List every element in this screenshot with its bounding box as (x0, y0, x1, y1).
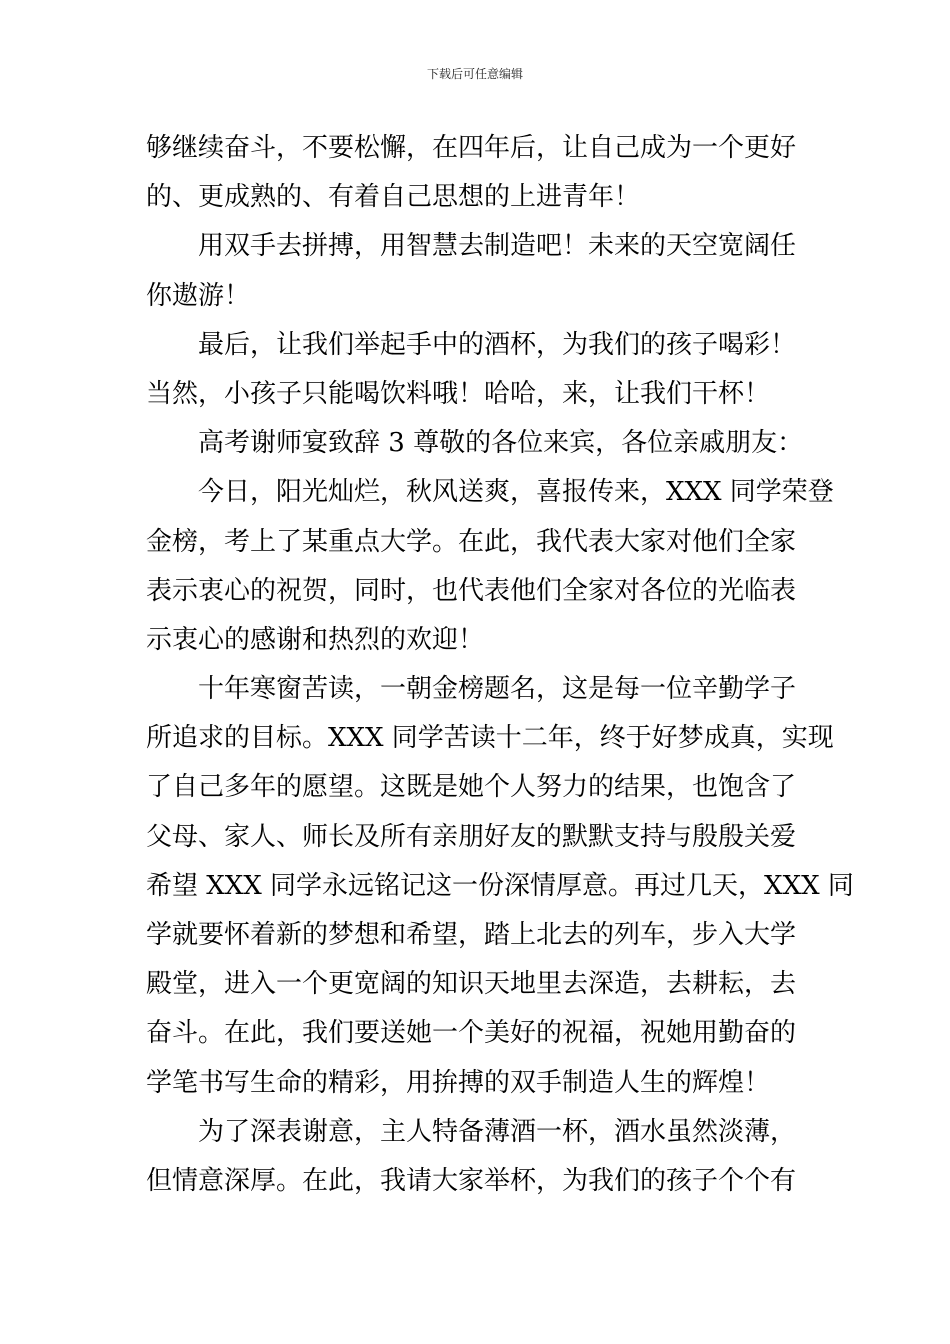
page-header: 下载后可任意编辑 (426, 67, 523, 81)
text-line: 为了深表谢意，主人特备薄酒一杯，酒水虽然淡薄， (198, 1116, 797, 1147)
text-line: 十年寒窗苦读，一朝金榜题名，这是每一位辛勤学子 (198, 674, 797, 705)
paragraph (146, 321, 814, 419)
text-line: 金榜，考上了某重点大学。在此，我代表大家对他们全家 (146, 526, 797, 557)
text-line: 示衷心的感谢和热烈的欢迎！ (146, 624, 485, 655)
text-line: 的、更成熟的、有着自己思想的上进青年！ (146, 182, 641, 213)
text-line: 表示衷心的祝贺，同时，也代表他们全家对各位的光临表 (146, 575, 797, 606)
paragraph (146, 665, 854, 1108)
text-line: 高考谢师宴致辞 3 尊敬的各位来宾，各位亲戚朋友： (198, 428, 804, 459)
paragraph (146, 124, 814, 222)
paragraph (146, 222, 814, 320)
text-line: 用双手去拼搏，用智慧去制造吧！未来的天空宽阔任 (198, 231, 797, 262)
text-line: 父母、家人、师长及所有亲朋好友的默默支持与殷殷关爱 (146, 821, 797, 852)
text-line: 但情意深厚。在此，我请大家举杯，为我们的孩子个个有 (146, 1165, 797, 1196)
paragraph (146, 1108, 814, 1206)
text-line: 最后，让我们举起手中的酒杯，为我们的孩子喝彩！ (198, 329, 797, 360)
text-line: 学就要怀着新的梦想和希望，踏上北去的列车，步入大学 (146, 920, 797, 950)
text-line: 所追求的目标。XXX 同学苦读十二年，终于好梦成真，实现 (146, 723, 834, 754)
text-line: 当然，小孩子只能喝饮料哦！哈哈，来，让我们干杯！ (146, 378, 771, 409)
text-line: 今日，阳光灿烂，秋风送爽，喜报传来，XXX 同学荣登 (198, 477, 834, 508)
text-line: 够继续奋斗，不要松懈，在四年后，让自己成为一个更好 (146, 133, 797, 163)
text-line: 奋斗。在此，我们要送她一个美好的祝福，祝她用勤奋的 (146, 1018, 797, 1049)
text-line: 学笔书写生命的精彩，用拚搏的双手制造人生的辉煌！ (146, 1067, 771, 1098)
text-line: 希望 XXX 同学永远铭记这一份深情厚意。再过几天，XXX 同 (146, 870, 854, 901)
text-line: 殿堂，进入一个更宽阔的知识天地里去深造，去耕耘，去 (146, 969, 797, 1000)
text-line: 了自己多年的愿望。这既是她个人努力的结果，也饱含了 (146, 772, 797, 803)
paragraph (146, 419, 814, 468)
paragraph (146, 468, 834, 665)
text-line: 你遨游！ (146, 280, 251, 311)
document-body (146, 124, 854, 1206)
